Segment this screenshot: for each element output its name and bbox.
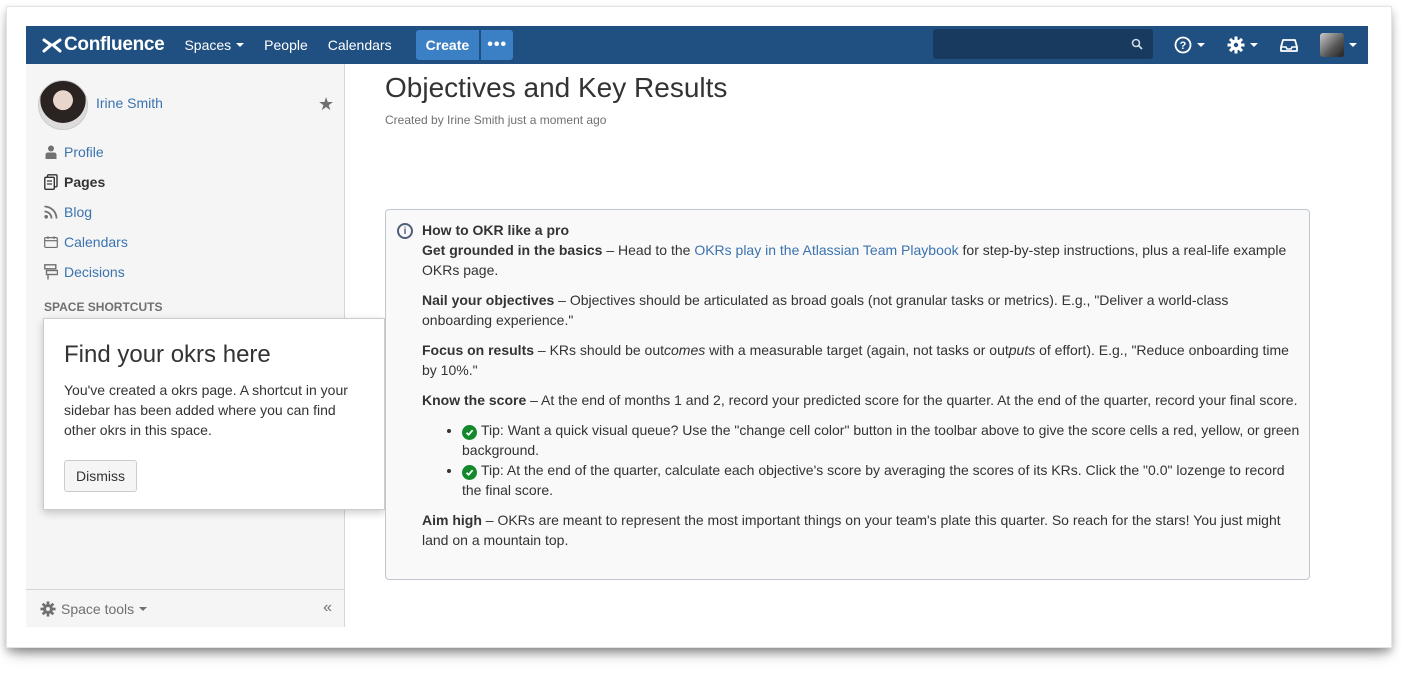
basics-text-post: for step-by-step instructions, plus a real-life example OKRs page.	[422, 242, 1287, 278]
search-input[interactable]	[933, 29, 1153, 59]
info-panel	[385, 209, 1310, 580]
objectives-paragraph	[422, 290, 1302, 330]
results-paragraph	[422, 340, 1302, 380]
basics-heading: Get grounded in the basics	[422, 242, 603, 258]
calendar-icon	[44, 234, 58, 250]
playbook-link[interactable]: OKRs play in the Atlassian Team Playbook	[694, 242, 959, 258]
sidebar-item-label: Profile	[64, 144, 104, 160]
gear-icon	[40, 601, 56, 617]
decisions-icon	[44, 264, 58, 280]
space-tools-label: Space tools	[61, 600, 135, 617]
confluence-logo[interactable]	[42, 34, 164, 56]
sidebar-user-name[interactable]: Irine Smith	[96, 95, 163, 111]
space-shortcuts-heading: SPACE SHORTCUTS	[44, 300, 163, 314]
list-item	[462, 460, 1302, 500]
tips-list	[422, 420, 1302, 500]
sidebar-item-decisions[interactable]	[44, 264, 125, 280]
help-menu[interactable]	[1174, 36, 1205, 54]
inbox-icon	[1280, 37, 1298, 53]
pages-icon	[44, 174, 58, 190]
results-italic-comes: comes	[664, 342, 706, 358]
sidebar-item-label: Decisions	[64, 264, 125, 280]
results-text-a: – KRs should be out	[534, 342, 665, 358]
aim-paragraph	[422, 510, 1302, 550]
sidebar-item-label: Pages	[64, 174, 106, 190]
sidebar-item-blog[interactable]	[44, 204, 92, 220]
create-button[interactable]: Create	[416, 30, 480, 60]
settings-menu[interactable]	[1227, 36, 1258, 54]
top-navigation	[26, 26, 1368, 64]
chevron-down-icon	[1349, 43, 1357, 47]
results-text-b: with a measurable target (again, not tasks or out	[705, 342, 1009, 358]
results-text-c: of effort). E.g., "Reduce onboarding time by 10%."	[422, 342, 1289, 378]
sidebar-item-profile[interactable]	[44, 144, 104, 160]
notifications-button[interactable]	[1280, 37, 1298, 53]
check-circle-icon	[462, 465, 477, 480]
rss-icon	[44, 204, 58, 220]
nav-spaces[interactable]	[184, 37, 244, 53]
logo-text: Confluence	[64, 34, 165, 55]
objectives-heading: Nail your objectives	[422, 292, 555, 308]
objectives-text: – Objectives should be articulated as broad goals (not granular tasks or metrics). E.g., "Deliver a world-class onboarding experience."	[422, 292, 1229, 328]
aim-text: – OKRs are meant to represent the most important things on your team's plate this quarter. So reach for the stars! You just might land on a mountain top.	[422, 512, 1281, 548]
info-icon: i	[397, 223, 413, 239]
confluence-icon	[42, 36, 62, 54]
basics-paragraph	[422, 240, 1302, 280]
chevron-down-icon	[139, 607, 147, 611]
basics-text-pre: – Head to the	[602, 242, 695, 258]
score-paragraph	[422, 390, 1302, 410]
info-panel-title: How to OKR like a pro	[422, 222, 570, 238]
gear-icon	[1227, 36, 1245, 54]
nav-spaces-label: Spaces	[184, 37, 232, 53]
nav-calendars[interactable]: Calendars	[327, 37, 392, 53]
shortcut-tip-dialog	[43, 318, 385, 510]
aim-heading: Aim high	[422, 512, 482, 528]
tip-text: Tip: At the end of the quarter, calculate each objective's score by averaging the scores of its KRs. Click the "0.0" lozenge to record the final score.	[462, 462, 1285, 498]
space-tools-button[interactable]	[40, 601, 147, 617]
help-icon	[1174, 36, 1192, 54]
page-byline: Created by Irine Smith just a moment ago	[385, 113, 607, 127]
check-circle-icon	[462, 425, 477, 440]
sidebar-item-calendars[interactable]	[44, 234, 128, 250]
collapse-sidebar-icon[interactable]: «	[323, 599, 332, 616]
star-icon[interactable]: ★	[318, 94, 335, 114]
user-menu[interactable]	[1320, 33, 1357, 57]
chevron-down-icon	[236, 43, 244, 47]
page-title: Objectives and Key Results	[385, 72, 728, 103]
info-panel-body	[422, 220, 1302, 560]
sidebar-item-label: Blog	[64, 204, 93, 220]
avatar	[1320, 33, 1344, 57]
tip-text: Tip: Want a quick visual queue? Use the "change cell color" button in the toolbar above to give the score cells a red, yellow, or green background.	[462, 422, 1300, 458]
score-heading: Know the score	[422, 392, 527, 408]
svg-text:?: ?	[1179, 40, 1187, 52]
results-heading: Focus on results	[422, 342, 535, 358]
nav-people[interactable]: People	[264, 37, 308, 53]
person-icon	[44, 144, 58, 160]
sidebar-item-label: Calendars	[64, 234, 128, 250]
dialog-body: You've created a okrs page. A shortcut in your sidebar has been added where you can find other okrs in this space.	[64, 382, 348, 438]
chevron-down-icon	[1250, 43, 1258, 47]
dismiss-button[interactable]: Dismiss	[64, 460, 137, 492]
score-text: – At the end of months 1 and 2, record your predicted score for the quarter. At the end of the quarter, record your final score.	[526, 392, 1298, 408]
nav-right-tools	[1174, 26, 1379, 64]
results-italic-puts: puts	[1008, 342, 1036, 358]
sidebar-footer	[26, 589, 344, 627]
sidebar-item-pages[interactable]	[44, 174, 105, 190]
chevron-down-icon	[1197, 43, 1205, 47]
dialog-title: Find your okrs here	[64, 341, 271, 368]
list-item	[462, 420, 1302, 460]
avatar[interactable]	[38, 80, 88, 130]
search-icon	[1131, 38, 1143, 50]
more-create-button[interactable]: •••	[481, 30, 513, 60]
